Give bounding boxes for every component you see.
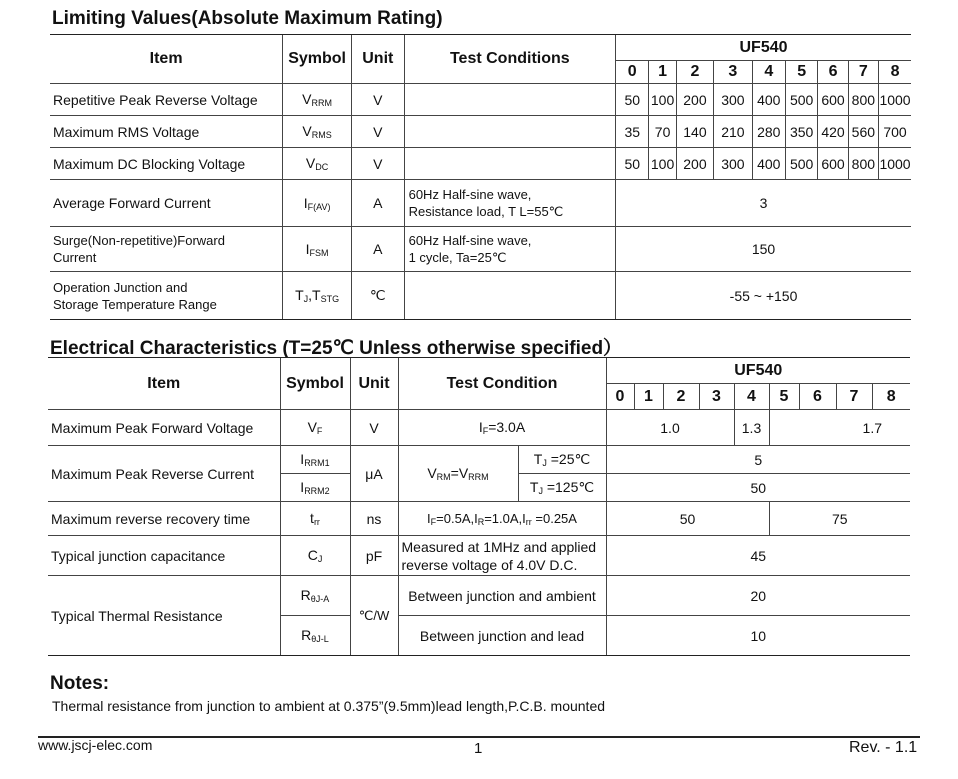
symbol: $R_{\theta J-A}$ — [280, 576, 350, 616]
unit: ℃ — [351, 272, 404, 320]
temperature-condition: $T_J$ =125℃ — [518, 474, 606, 502]
test-condition: Between junction and ambient — [398, 576, 606, 616]
item-label: Maximum Peak Forward Voltage — [48, 410, 280, 446]
symbol: $t_{rr}$ — [280, 502, 350, 536]
code-cell: 2 — [663, 384, 699, 410]
value-cell: 1000 — [879, 148, 911, 180]
item-label: Operation Junction and Storage Temperature Range — [50, 272, 283, 320]
value-cell: 1000 — [879, 84, 911, 116]
symbol: $V_F$ — [280, 410, 350, 446]
electrical-characteristics-table — [48, 357, 910, 656]
code-cell: 3 — [714, 61, 752, 84]
value-cell: 100 — [649, 148, 676, 180]
value-cell: 600 — [818, 148, 848, 180]
item-label: Repetitive Peak Reverse Voltage — [50, 84, 283, 116]
header-item: Item — [48, 358, 280, 410]
revision: Rev. - 1.1 — [849, 739, 918, 756]
value-cell: -55 ~ +150 — [616, 272, 911, 320]
header-item: Item — [50, 35, 283, 84]
test-condition: Measured at 1MHz and applied reverse voltage of 4.0V D.C. — [398, 536, 606, 576]
value-cell: 50 — [616, 148, 649, 180]
limiting-values-table — [50, 34, 911, 320]
item-label: Maximum Peak Reverse Current — [48, 446, 280, 502]
test-condition — [404, 116, 615, 148]
table-row — [50, 272, 911, 320]
value-cell: 200 — [676, 84, 713, 116]
table-row — [48, 446, 910, 474]
value-cell: 140 — [676, 116, 713, 148]
unit: A — [351, 180, 404, 227]
electrical-characteristics-title: Electrical Characteristics (T=25℃ Unless otherwise specified） — [50, 338, 623, 359]
value-cell: 3 — [616, 180, 911, 227]
footer-divider — [38, 736, 920, 738]
unit: pF — [350, 536, 398, 576]
test-condition — [404, 84, 615, 116]
table-row — [50, 227, 911, 272]
test-condition: 60Hz Half-sine wave, Resistance load, T L=55℃ — [404, 180, 615, 227]
header-part-number: UF540 — [606, 358, 910, 384]
symbol: $I_{FSM}$ — [283, 227, 352, 272]
table-row — [50, 84, 911, 116]
value-cell: 50 — [616, 84, 649, 116]
value-cell: 560 — [848, 116, 878, 148]
unit: ℃/W — [350, 576, 398, 656]
value-cell: 800 — [848, 148, 878, 180]
test-condition: 60Hz Half-sine wave, 1 cycle, Ta=25℃ — [404, 227, 615, 272]
value-cell: 50 — [606, 474, 910, 502]
item-label: Typical junction capacitance — [48, 536, 280, 576]
value-cell: 280 — [752, 116, 785, 148]
item-label: Maximum DC Blocking Voltage — [50, 148, 283, 180]
test-condition: $I_F=0.5A,I_R=1.0A,I_{rr} =0.25A$ — [398, 502, 606, 536]
table-row — [48, 576, 910, 616]
temperature-condition: $T_J$ =25℃ — [518, 446, 606, 474]
table-row — [50, 116, 911, 148]
value-cell: 420 — [818, 116, 848, 148]
header-part-number: UF540 — [616, 35, 911, 61]
value-cell: 800 — [848, 84, 878, 116]
item-label: Maximum reverse recovery time — [48, 502, 280, 536]
symbol: $I_{RRM1}$ — [280, 446, 350, 474]
header-symbol: Symbol — [283, 35, 352, 84]
value-cell: 210 — [714, 116, 752, 148]
value-cell: 45 — [606, 536, 910, 576]
code-cell: 3 — [699, 384, 734, 410]
code-cell: 6 — [818, 61, 848, 84]
unit: V — [351, 84, 404, 116]
value-cell: 10 — [606, 616, 910, 656]
table-row — [50, 148, 911, 180]
code-cell: 1 — [649, 61, 676, 84]
code-cell: 8 — [879, 61, 911, 84]
limiting-values-title: Limiting Values(Absolute Maximum Rating) — [52, 8, 443, 29]
page-number: 1 — [474, 740, 483, 757]
symbol: $V_{RRM}$ — [283, 84, 352, 116]
code-cell: 4 — [752, 61, 785, 84]
test-condition: Between junction and lead — [398, 616, 606, 656]
unit: ns — [350, 502, 398, 536]
value-cell: 350 — [785, 116, 817, 148]
item-label: Surge(Non-repetitive)Forward Current — [50, 227, 283, 272]
value-cell: 400 — [752, 148, 785, 180]
code-cell: 5 — [785, 61, 817, 84]
unit: μA — [350, 446, 398, 502]
code-cell: 7 — [836, 384, 872, 410]
item-label: Maximum RMS Voltage — [50, 116, 283, 148]
value-cell: 1.7 — [769, 410, 910, 446]
value-cell: 1.3 — [734, 410, 769, 446]
value-cell: 35 — [616, 116, 649, 148]
code-cell: 7 — [848, 61, 878, 84]
value-cell: 400 — [752, 84, 785, 116]
test-condition — [404, 272, 615, 320]
symbol: $I_{F(AV)}$ — [283, 180, 352, 227]
value-cell: 500 — [785, 84, 817, 116]
symbol: $C_J$ — [280, 536, 350, 576]
table-row — [48, 536, 910, 576]
value-cell: 200 — [676, 148, 713, 180]
code-cell: 0 — [606, 384, 634, 410]
header-test-condition: Test Condition — [398, 358, 606, 410]
unit: V — [351, 116, 404, 148]
symbol: $V_{RMS}$ — [283, 116, 352, 148]
code-cell: 6 — [799, 384, 836, 410]
test-condition — [404, 148, 615, 180]
code-cell: 8 — [872, 384, 910, 410]
value-cell: 70 — [649, 116, 676, 148]
value-cell: 700 — [879, 116, 911, 148]
symbol: $T_J,T_{STG}$ — [283, 272, 352, 320]
symbol: $I_{RRM2}$ — [280, 474, 350, 502]
value-cell: 600 — [818, 84, 848, 116]
symbol: $V_{DC}$ — [283, 148, 352, 180]
code-cell: 4 — [734, 384, 769, 410]
value-cell: 300 — [714, 84, 752, 116]
table-row — [48, 410, 910, 446]
test-condition: $I_F=3.0A$ — [398, 410, 606, 446]
code-cell: 2 — [676, 61, 713, 84]
value-cell: 1.0 — [606, 410, 734, 446]
value-cell: 150 — [616, 227, 911, 272]
notes-title: Notes: — [50, 673, 110, 694]
header-test-conditions: Test Conditions — [404, 35, 615, 84]
header-symbol: Symbol — [280, 358, 350, 410]
value-cell: 20 — [606, 576, 910, 616]
header-unit: Unit — [351, 35, 404, 84]
unit: V — [350, 410, 398, 446]
code-cell: 5 — [769, 384, 799, 410]
value-cell: 100 — [649, 84, 676, 116]
table-row — [50, 180, 911, 227]
header-unit: Unit — [350, 358, 398, 410]
value-cell: 500 — [785, 148, 817, 180]
value-cell: 50 — [606, 502, 769, 536]
symbol: $R_{\theta J-L}$ — [280, 616, 350, 656]
value-cell: 5 — [606, 446, 910, 474]
value-cell: 75 — [769, 502, 910, 536]
value-cell: 300 — [714, 148, 752, 180]
notes-text: Thermal resistance from junction to ambient at 0.375”(9.5mm)lead length,P.C.B. mounted — [52, 698, 606, 714]
item-label: Average Forward Current — [50, 180, 283, 227]
unit: A — [351, 227, 404, 272]
table-row — [48, 502, 910, 536]
footer-url[interactable]: www.jscj-elec.com — [38, 737, 153, 753]
unit: V — [351, 148, 404, 180]
item-label: Typical Thermal Resistance — [48, 576, 280, 656]
code-cell: 0 — [616, 61, 649, 84]
code-cell: 1 — [634, 384, 663, 410]
test-condition: $V_{RM}=V_{RRM}$ — [398, 446, 518, 502]
